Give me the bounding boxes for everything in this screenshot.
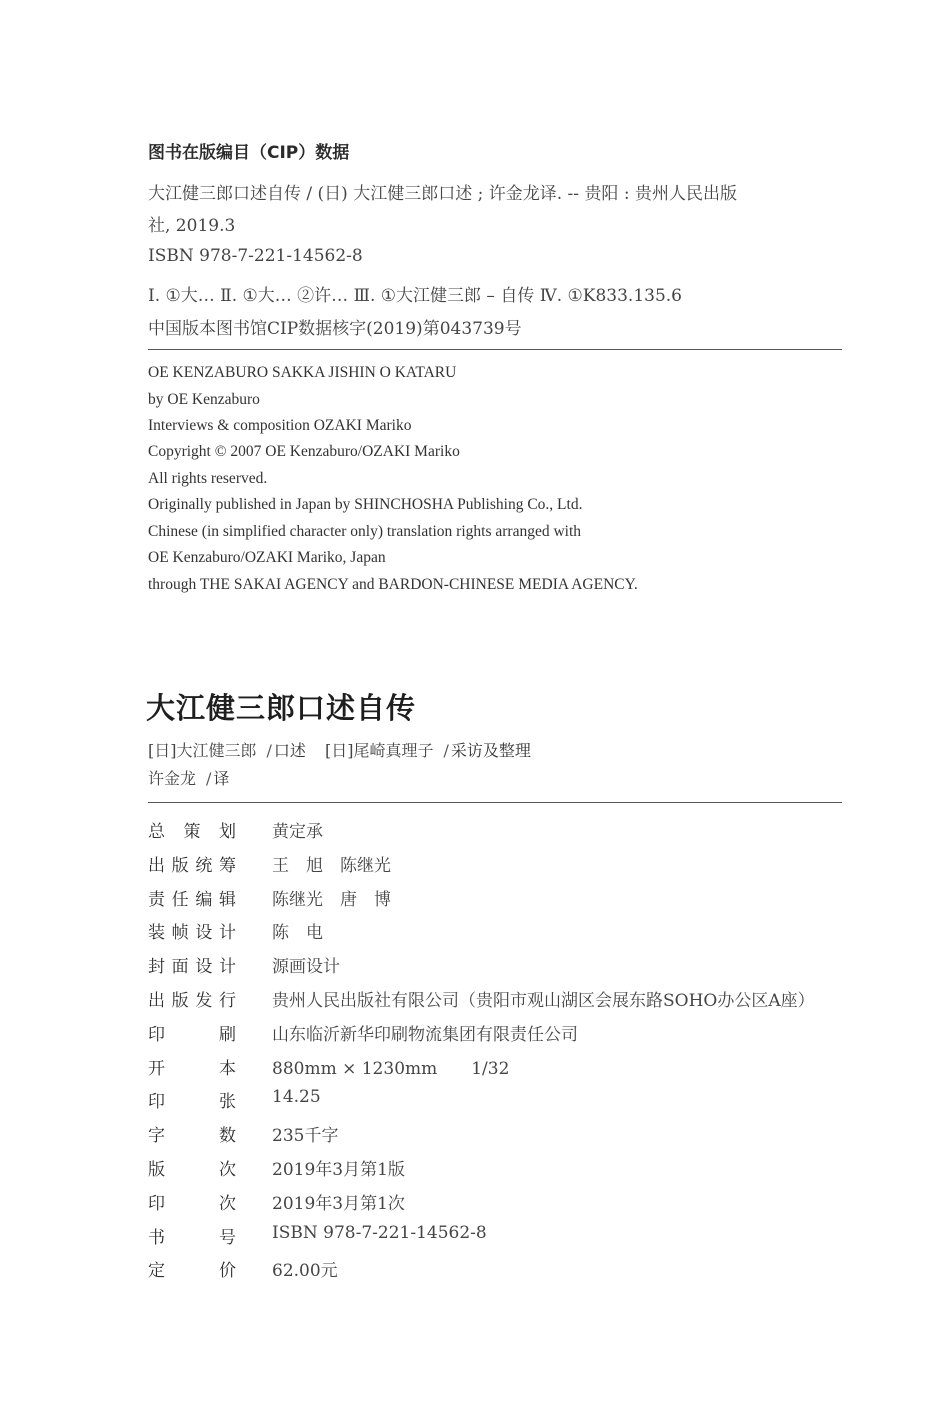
- colophon-label: 开 本: [148, 1058, 236, 1079]
- colophon-label: 总 策 划: [148, 822, 236, 842]
- rights-line: by OE Kenzaburo: [148, 391, 260, 408]
- author-name: [日]大江健三郎: [148, 741, 257, 760]
- rights-line: OE Kenzaburo/OZAKI Mariko, Japan: [148, 549, 386, 566]
- translator-credit: [148, 766, 229, 789]
- section-divider: [148, 802, 842, 803]
- rights-line: Copyright © 2007 OE Kenzaburo/OZAKI Mariko: [148, 443, 460, 460]
- colophon-label: 书 号: [148, 1227, 236, 1248]
- colophon-value: 2019年3月第1版: [272, 1160, 405, 1180]
- translator-name: 许金龙: [148, 769, 197, 788]
- credit-separator: /: [266, 741, 272, 760]
- interviewer-name: [日]尾崎真理子: [325, 741, 434, 760]
- rights-line: Interviews & composition OZAKI Mariko: [148, 417, 412, 434]
- rights-line: Originally published in Japan by SHINCHOSHA Publishing Co., Ltd.: [148, 496, 583, 513]
- colophon-value: 14.25: [272, 1087, 321, 1108]
- interviewer-role: 采访及整理: [450, 741, 531, 760]
- cip-line: Ⅰ. ①大… Ⅱ. ①大… ②许… Ⅲ. ①大江健三郎 – 自传 Ⅳ. ①K833.135.6: [148, 286, 682, 306]
- colophon-value: 880mm × 1230mm 1/32: [272, 1058, 510, 1079]
- author-role: 口述: [273, 741, 306, 760]
- rights-line: through THE SAKAI AGENCY and BARDON-CHINESE MEDIA AGENCY.: [148, 576, 638, 593]
- cip-line: 中国版本图书馆CIP数据核字(2019)第043739号: [148, 319, 522, 339]
- cip-heading: 图书在版编目（CIP）数据: [148, 143, 350, 163]
- colophon-value: 黄定承: [272, 822, 323, 842]
- colophon-label: 出 版 发 行: [148, 991, 236, 1011]
- credit-separator: /: [443, 741, 449, 760]
- colophon-value: ISBN 978-7-221-14562-8: [272, 1222, 487, 1243]
- author-credits: [148, 738, 531, 761]
- cip-line: 社, 2019.3: [148, 216, 236, 236]
- colophon-value: 贵州人民出版社有限公司（贵阳市观山湖区会展东路SOHO办公区A座）: [272, 991, 815, 1011]
- colophon-label: 字 数: [148, 1126, 236, 1147]
- colophon-label: 封 面 设 计: [148, 957, 236, 978]
- rights-line: Chinese (in simplified character only) translation rights arranged with: [148, 523, 582, 540]
- colophon-label: 责 任 编 辑: [148, 889, 236, 910]
- colophon-value: 山东临沂新华印刷物流集团有限责任公司: [272, 1024, 578, 1045]
- rights-line: All rights reserved.: [148, 470, 268, 487]
- colophon-label: 印 张: [148, 1092, 236, 1113]
- colophon-label: 版 次: [148, 1160, 236, 1180]
- colophon-value: 陈继光 唐 博: [272, 889, 391, 910]
- colophon-value: 陈 电: [272, 923, 323, 944]
- colophon-value: 王 旭 陈继光: [272, 855, 391, 876]
- colophon-value: 源画设计: [272, 957, 340, 978]
- colophon-value: 62.00元: [272, 1261, 338, 1282]
- colophon-label: 出 版 统 筹: [148, 855, 236, 876]
- colophon-label: 印 次: [148, 1193, 236, 1214]
- book-title: 大江健三郎口述自传: [146, 691, 417, 725]
- colophon-label: 装 帧 设 计: [148, 923, 236, 944]
- colophon-value: 2019年3月第1次: [272, 1193, 405, 1214]
- section-divider: [148, 349, 842, 350]
- colophon-label: 定 价: [148, 1261, 236, 1282]
- cip-line: ISBN 978-7-221-14562-8: [148, 246, 363, 266]
- colophon-label: 印 刷: [148, 1024, 236, 1045]
- colophon-value: 235千字: [272, 1126, 339, 1147]
- rights-line: OE KENZABURO SAKKA JISHIN O KATARU: [148, 364, 457, 381]
- cip-line: 大江健三郎口述自传 / (日) 大江健三郎口述 ; 许金龙译. -- 贵阳 : 贵州人民出版: [148, 184, 737, 204]
- translator-role: 译: [213, 769, 230, 788]
- credit-separator: /: [206, 769, 212, 788]
